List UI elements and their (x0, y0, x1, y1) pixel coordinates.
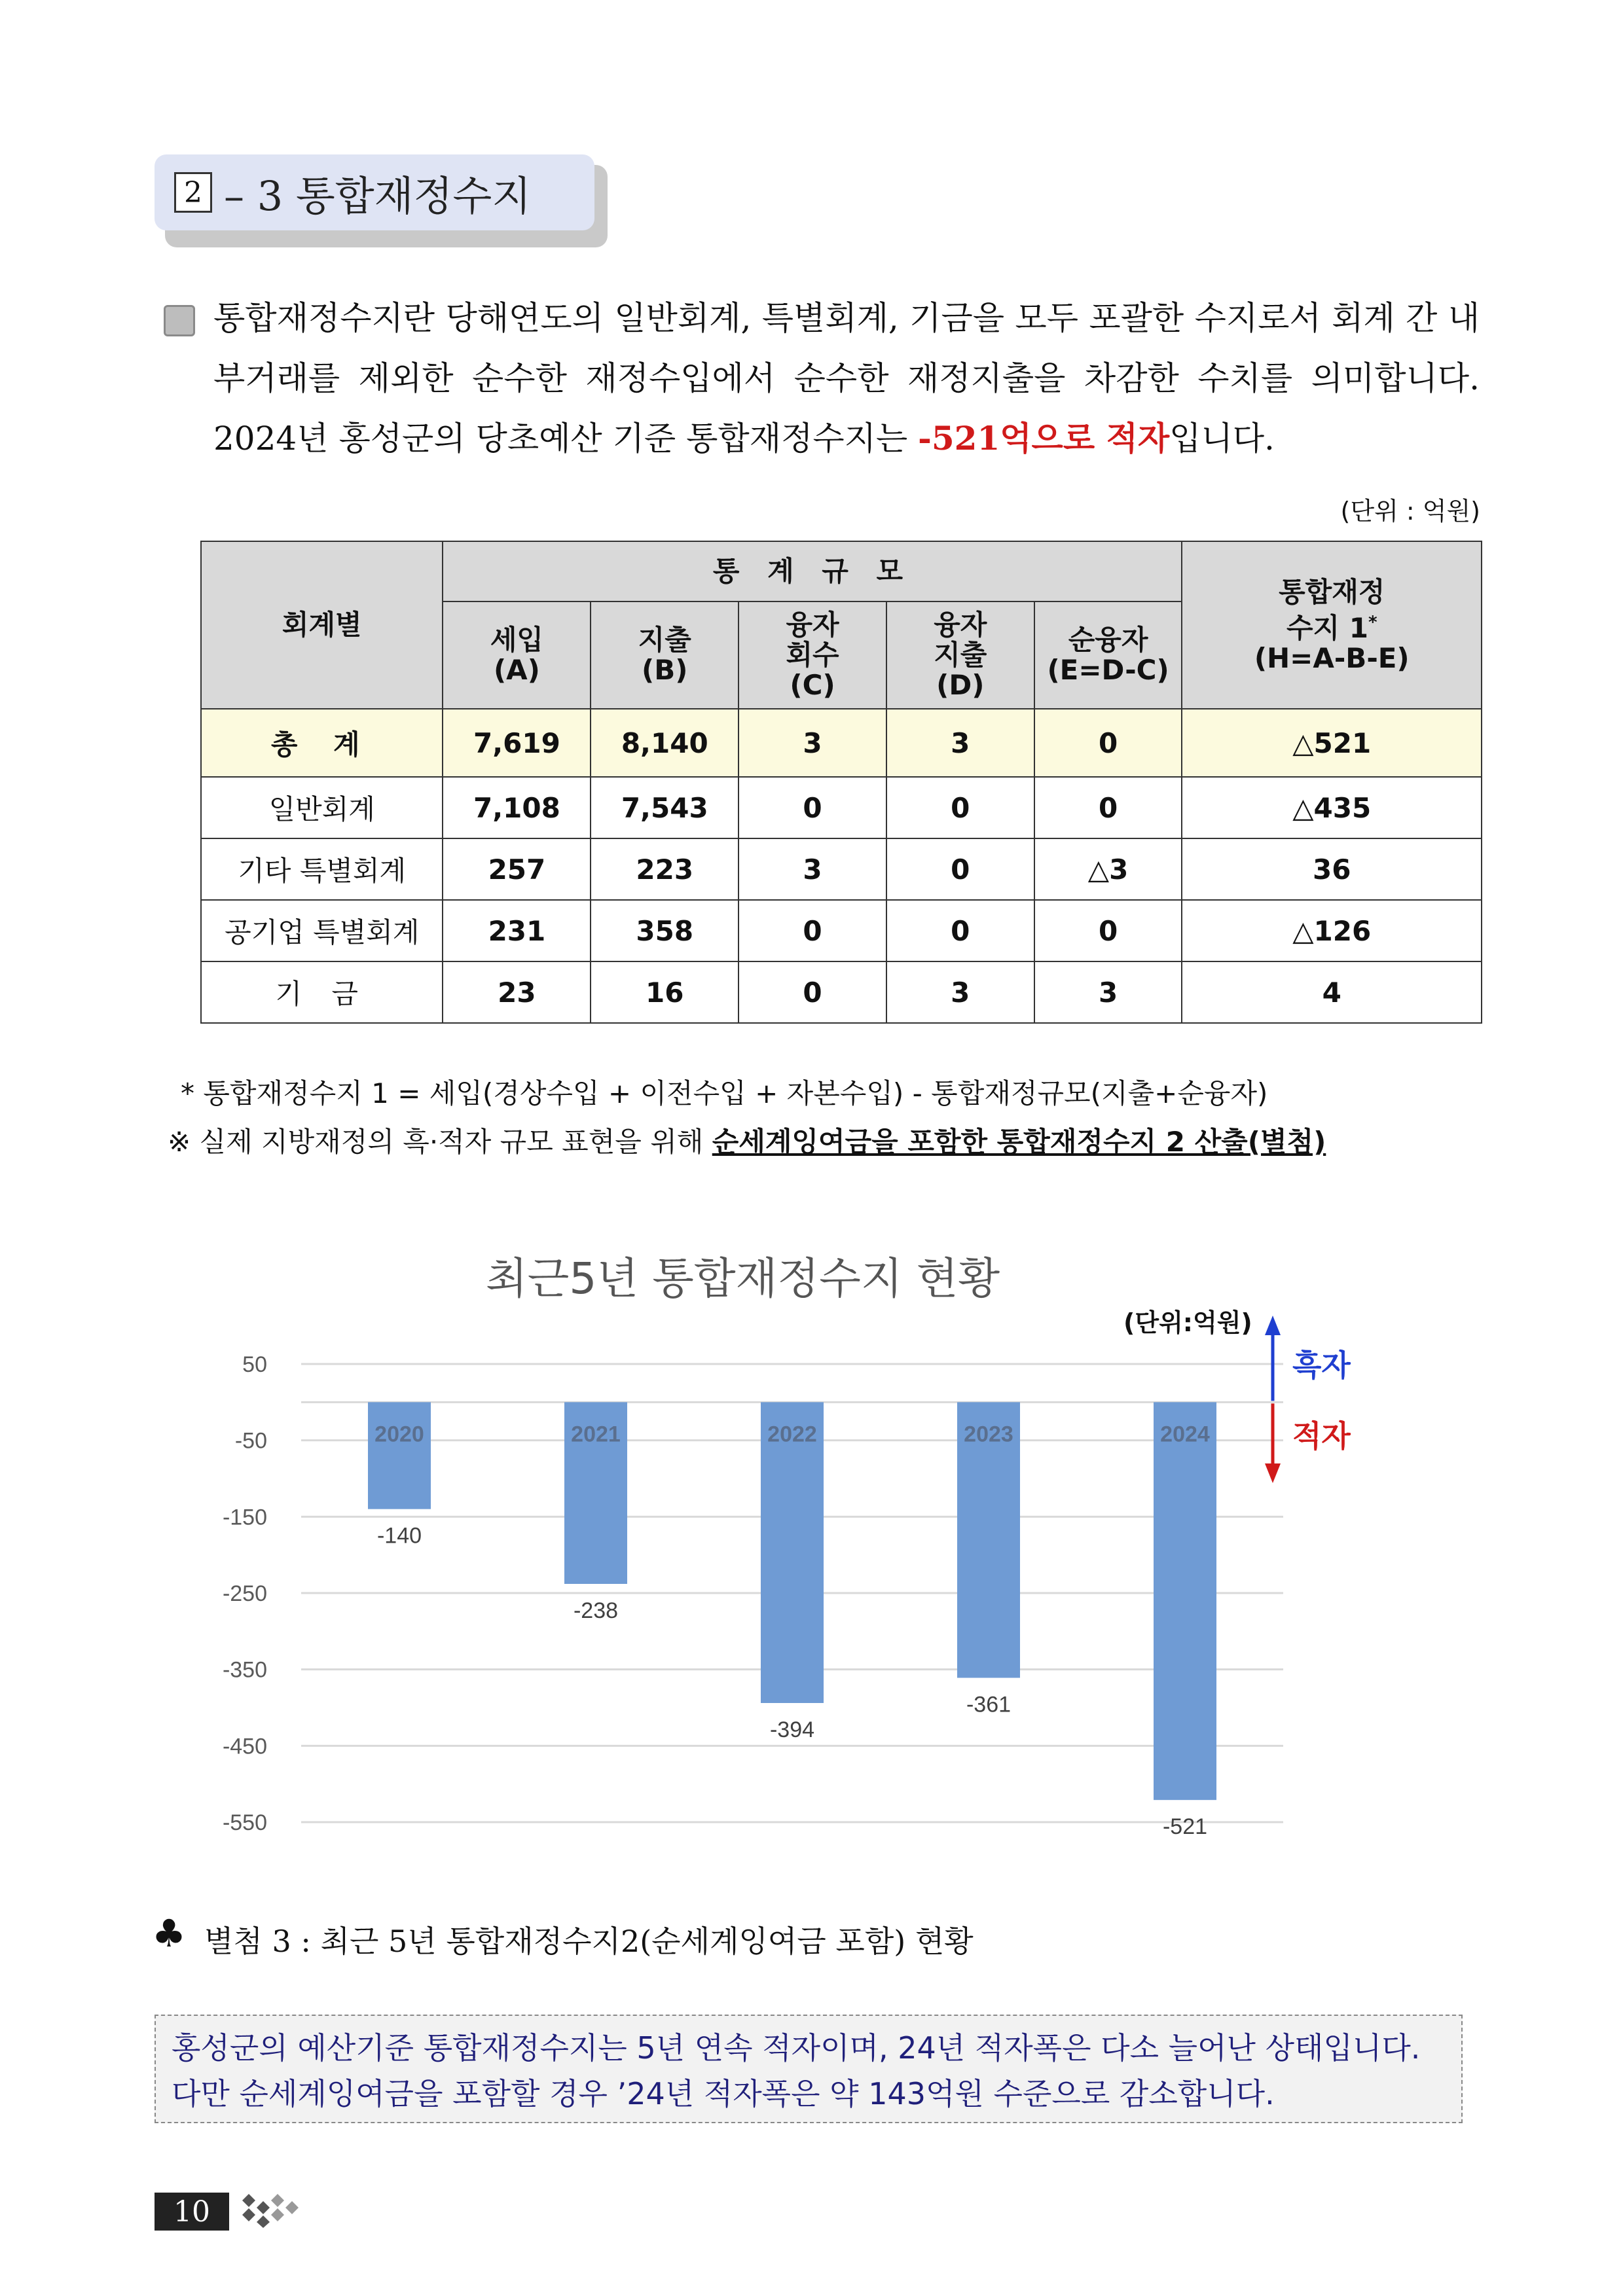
row-label: 공기업 특별회계 (201, 900, 443, 961)
header-balance-line1: 통합재정 (1279, 575, 1385, 608)
footnote-formula: * 통합재정수지 1 = 세입(경상수입 + 이전수입 + 자본수입) - 통합재정규모(지출+순융자) (181, 1077, 1268, 1109)
row-label: 기 금 (201, 961, 443, 1023)
cell-revenue: 257 (443, 838, 591, 900)
cell-net-loan: 3 (1034, 961, 1182, 1023)
y-tick-label: -250 (222, 1581, 267, 1606)
cell-expenditure: 223 (591, 838, 739, 900)
cell-expenditure: 8,140 (591, 709, 739, 777)
cell-loan-recovery: 0 (739, 777, 886, 838)
cell-expenditure: 7,543 (591, 777, 739, 838)
header-revenue: 세입 (A) (443, 601, 591, 709)
cell-loan-recovery: 3 (739, 838, 886, 900)
cell-balance: △435 (1182, 777, 1482, 838)
row-label: 일반회계 (201, 777, 443, 838)
intro-highlight: -521억으로 적자 (918, 419, 1170, 457)
header-net-loan: 순융자 (E=D-C) (1034, 601, 1182, 709)
y-tick-label: -450 (222, 1734, 267, 1759)
cell-net-loan: 0 (1034, 900, 1182, 961)
cell-expenditure: 16 (591, 961, 739, 1023)
data-label: -238 (573, 1598, 619, 1623)
cell-net-loan: 0 (1034, 709, 1182, 777)
cell-net-loan: 0 (1034, 777, 1182, 838)
cell-loan-expenditure: 0 (886, 900, 1034, 961)
cell-loan-recovery: 0 (739, 900, 886, 961)
data-label: -361 (966, 1692, 1012, 1717)
attachment-reference: 별첨 3 : 최근 5년 통합재정수지2(순세계잉여금 포함) 현황 (204, 1924, 974, 1959)
category-label: 2022 (767, 1422, 817, 1447)
cell-loan-expenditure: 3 (886, 709, 1034, 777)
surplus-label: 흑자 (1292, 1348, 1351, 1383)
chart-unit-label: (단위:억원) (1123, 1308, 1252, 1337)
chart-title: 최근5년 통합재정수지 현황 (485, 1253, 1000, 1304)
cell-balance: △126 (1182, 900, 1482, 961)
y-tick-label: -350 (222, 1657, 267, 1683)
category-label: 2021 (571, 1422, 621, 1447)
y-tick-label: -50 (234, 1428, 267, 1454)
y-tick-label: 50 (242, 1352, 267, 1377)
data-label: -140 (376, 1523, 422, 1549)
header-group: 통 계 규 모 (443, 541, 1182, 601)
intro-text-end: 입니다. (1169, 420, 1275, 457)
page-number: 10 (155, 2193, 229, 2231)
category-label: 2024 (1160, 1422, 1210, 1447)
row-label: 기타 특별회계 (201, 838, 443, 900)
intro-text: 통합재정수지란 당해연도의 일반회계, 특별회계, 기금을 모두 포괄한 수지로서 회계 간 내부거래를 제외한 순수한 재정수입에서 순수한 재정지출을 차감한 수치를 의미합니다. 2024년 홍성군의 당초예산 기준 통합재정수지는 (213, 299, 1480, 457)
section-title: – 3 통합재정수지 (224, 171, 532, 220)
data-label: -394 (769, 1717, 815, 1742)
cell-expenditure: 358 (591, 900, 739, 961)
cell-balance: 4 (1182, 961, 1482, 1023)
page-decoration-icon (242, 2194, 301, 2228)
bar (1154, 1402, 1216, 1800)
cell-loan-expenditure: 3 (886, 961, 1034, 1023)
cell-balance: △521 (1182, 709, 1482, 777)
bar (761, 1402, 824, 1703)
deficit-arrowhead (1265, 1463, 1281, 1483)
deficit-label: 적자 (1292, 1418, 1351, 1454)
y-tick-label: -550 (222, 1810, 267, 1835)
unit-label: (단위 : 억원) (1340, 497, 1480, 526)
footnote-reference-emphasis: 순세계잉여금을 포함한 통합재정수지 2 산출(별첨) (712, 1126, 1326, 1158)
cell-loan-recovery: 3 (739, 709, 886, 777)
summary-line-1: 홍성군의 예산기준 통합재정수지는 5년 연속 적자이며, 24년 적자폭은 다소 늘어난 상태입니다. (172, 2030, 1421, 2066)
cell-revenue: 7,108 (443, 777, 591, 838)
header-loan-expenditure: 융자 지출 (D) (886, 601, 1034, 709)
surplus-arrowhead (1265, 1316, 1281, 1335)
category-label: 2023 (964, 1422, 1013, 1447)
cell-balance: 36 (1182, 838, 1482, 900)
bar (368, 1402, 431, 1509)
data-label: -521 (1162, 1814, 1208, 1840)
row-label: 총 계 (201, 709, 443, 777)
header-category: 회계별 (201, 541, 443, 709)
category-label: 2020 (374, 1422, 424, 1447)
header-loan-recovery: 융자 회수 (C) (739, 601, 886, 709)
summary-line-2: 다만 순세계잉여금을 포함할 경우 ’24년 적자폭은 약 143억원 수준으로 감소합니다. (172, 2076, 1275, 2111)
cell-revenue: 7,619 (443, 709, 591, 777)
y-tick-label: -150 (222, 1505, 267, 1530)
footnote-reference: ※ 실제 지방재정의 흑·적자 규모 표현을 위해 순세계잉여금을 포함한 통합재정수지 2 산출(별첨) (168, 1126, 1326, 1158)
header-balance-line2: 수지 1* (1286, 611, 1377, 644)
club-icon: ♣ (152, 1911, 186, 1956)
section-number: 2 (174, 172, 212, 213)
cell-revenue: 23 (443, 961, 591, 1023)
summary-box (155, 2015, 1463, 2123)
cell-net-loan: △3 (1034, 838, 1182, 900)
cell-loan-recovery: 0 (739, 961, 886, 1023)
cell-loan-expenditure: 0 (886, 838, 1034, 900)
header-balance-line3: (H=A-B-E) (1254, 641, 1410, 674)
cell-revenue: 231 (443, 900, 591, 961)
header-expenditure: 지출 (B) (591, 601, 739, 709)
cell-loan-expenditure: 0 (886, 777, 1034, 838)
